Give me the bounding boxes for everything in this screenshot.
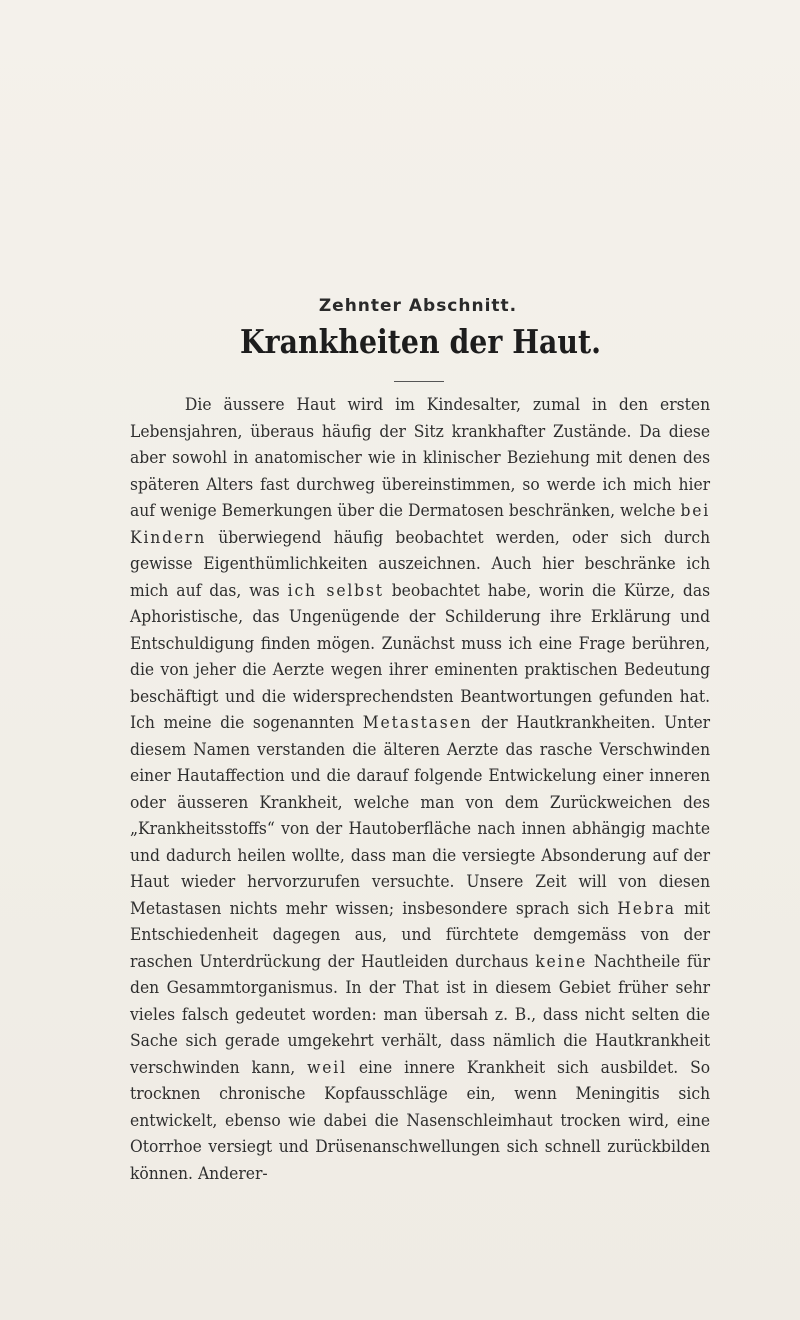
text-run-spaced: weil bbox=[307, 1057, 347, 1078]
text-run: Nachtheile für den Gesammtorganismus. In der That ist in diesem Gebiet früher sehr vieles falsch gedeutet worden: man übersah z. B., dass nicht selten die Sache sich gerade umgekehrt verhält, dass nämlich die Hautkrankheit verschwinden kann, bbox=[130, 951, 711, 1078]
text-run: der Hautkrankheiten. Unter diesem Namen verstanden die älteren Aerzte das rasche Verschwinden einer Hautaffection und die darauf folgende Entwickelung einer inneren oder äusseren Krankheit, welche man von dem Zurückweichen des „Krankheitsstoffs“ von der Hautoberfläche nach innen abhängig machte und dadurch heilen wollte, dass man die versiegte Absonderung auf der Haut wieder hervorzurufen versuchte. Unsere Zeit will von diesen Metastasen nichts mehr wissen; insbesondere sprach sich bbox=[130, 713, 711, 919]
text-run: eine innere Krankheit sich ausbildet. So trocknen chronische Kopfausschläge ein, wenn Meningitis sich entwickelt, ebenso wie dabei die Nasenschleimhaut trocken wird, eine Otorrhoe versiegt und Drüsenanschwellungen sich schnell zurückbilden können. Anderer- bbox=[130, 1057, 711, 1184]
text-run-spaced: Metastasen bbox=[362, 713, 473, 733]
text-run-spaced: bei Kindern bbox=[130, 501, 711, 548]
text-run: beobachtet habe, worin die Kürze, das Aphoristische, das Ungenügende der Schilderung ihre Erklärung und Entschuldigung finden mögen. Zunächst muss ich eine Frage berühren, die von jeher die Aerzte wegen ihrer eminenten praktischen Bedeutung beschäftigt und die widersprechendsten Beantwortungen gefunden hat. Ich meine die sogenannten bbox=[130, 580, 711, 733]
text-run-spaced: ich selbst bbox=[287, 580, 384, 601]
body-paragraph bbox=[130, 392, 710, 1187]
section-label: Zehnter Abschnitt. bbox=[318, 296, 518, 316]
text-run: Die äussere Haut wird im Kindesalter, zumal in den ersten Lebensjahren, überaus häufig der Sitz krankhafter Zustände. Da diese aber sowohl in anatomischer wie in klinischer Beziehung mit denen des späteren Alters fast durchweg übereinstimmen, so werde ich mich hier auf wenige Bemerkungen über die Dermatosen beschränken, welche bbox=[130, 395, 711, 521]
text-run-spaced: keine bbox=[535, 951, 588, 972]
chapter-title: Krankheiten der Haut. bbox=[240, 322, 602, 361]
text-run-spaced: Hebra bbox=[617, 898, 676, 919]
text-run: überwiegend häufig beobachtet werden, oder sich durch gewisse Eigenthümlichkeiten auszeichnen. Auch hier beschränke ich mich auf das, was bbox=[130, 527, 711, 601]
text-run: mit Entschiedenheit dagegen aus, und fürchtete demgemäss von der raschen Unterdrückung der Hautleiden durchaus bbox=[130, 898, 711, 972]
title-divider bbox=[394, 381, 444, 382]
